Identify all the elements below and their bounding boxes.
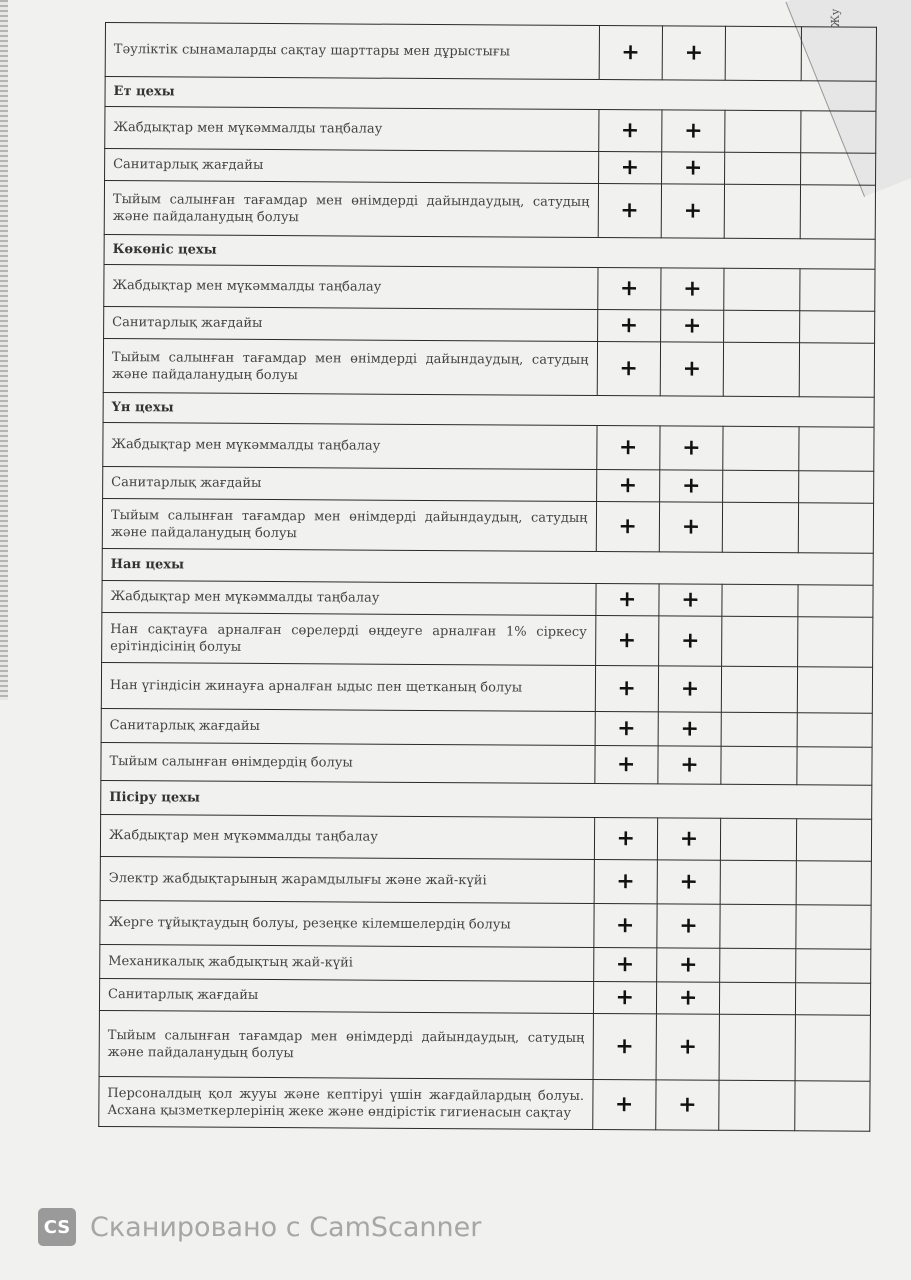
checklist-row — [103, 422, 874, 471]
empty-cell-col4 — [801, 27, 877, 81]
check-mark-col1: + — [597, 268, 661, 310]
empty-cell-col4 — [800, 153, 876, 185]
check-mark-col1: + — [598, 110, 662, 152]
checklist-item-text: Тыйым салынған өнімдердің болуы — [101, 742, 595, 783]
check-mark-col1: + — [593, 904, 657, 948]
check-mark-col1: + — [593, 1013, 657, 1079]
empty-cell-col3 — [722, 502, 798, 552]
check-mark-col2: + — [659, 584, 723, 616]
corner-fragment-text: Жу — [828, 8, 843, 28]
empty-cell-col4 — [797, 585, 873, 617]
checklist-row — [102, 498, 873, 553]
checklist-item-text: Санитарлық жағдайы — [99, 978, 593, 1013]
check-mark-col1: + — [597, 342, 661, 396]
check-mark-col2: + — [662, 110, 726, 152]
check-mark-col1: + — [594, 818, 658, 860]
checklist-item-text: Нан сақтауға арналған сөрелерді өңдеуге арналған 1% сіркесу ерітіндісінің болуы — [102, 612, 596, 665]
empty-cell-col3 — [723, 426, 799, 470]
scan-edge-artifact — [0, 0, 8, 700]
empty-cell-col3 — [719, 1080, 795, 1130]
empty-cell-col3 — [723, 342, 799, 396]
empty-cell-col4 — [797, 667, 873, 713]
empty-cell-col4 — [798, 471, 874, 503]
empty-cell-col3 — [725, 26, 801, 80]
empty-cell-col3 — [721, 818, 797, 860]
empty-cell-col3 — [720, 860, 796, 904]
check-mark-col2: + — [656, 1080, 720, 1130]
empty-cell-col4 — [799, 269, 875, 311]
empty-cell-col3 — [719, 1014, 795, 1080]
checklist-row — [104, 264, 875, 311]
empty-cell-col3 — [721, 666, 797, 712]
check-mark-col1: + — [597, 310, 661, 342]
check-mark-col2: + — [661, 268, 725, 310]
checklist-item-text: Жабдықтар мен мүкәммалды таңбалау — [100, 814, 594, 859]
check-mark-col1: + — [594, 860, 658, 904]
checklist-item-text: Жабдықтар мен мүкәммалды таңбалау — [103, 422, 597, 469]
empty-cell-col4 — [796, 819, 872, 861]
checklist-item-text: Жабдықтар мен мүкәммалды таңбалау — [105, 107, 599, 152]
check-mark-col1: + — [595, 616, 659, 666]
checklist-item-text: Тыйым салынған тағамдар мен өнімдерді дайындаудың, сатудың және пайдаланудың болуы — [102, 498, 596, 551]
empty-cell-col4 — [794, 1081, 870, 1131]
empty-cell-col3 — [720, 948, 796, 982]
check-mark-col2: + — [656, 1014, 720, 1080]
check-mark-col2: + — [661, 184, 725, 238]
check-mark-col2: + — [659, 470, 723, 502]
checklist-item-text: Санитарлық жағдайы — [105, 149, 599, 184]
checklist-item-text: Тыйым салынған тағамдар мен өнімдерді дайындаудың, сатудың және пайдаланудың болуы — [99, 1010, 593, 1079]
empty-cell-col3 — [722, 584, 798, 616]
check-mark-col2: + — [657, 818, 721, 860]
checklist-row — [102, 580, 873, 617]
checklist-row — [105, 149, 876, 186]
checklist-item-text: Санитарлық жағдайы — [103, 466, 597, 501]
empty-cell-col4 — [796, 747, 872, 785]
checklist-item-text: Механикалық жабдықтың жай-күйі — [100, 944, 594, 981]
checklist-item-text: Тыйым салынған тағамдар мен өнімдерді дайындаудың, сатудың және пайдаланудың болуы — [103, 338, 597, 395]
checklist-item-text: Персоналдың қол жууы және кептіруі үшін жағдайлардың болуы. Асхана қызметкерлерінің жеке және өндірістік гигиенасын сақтау — [99, 1076, 593, 1129]
empty-cell-col3 — [720, 904, 796, 948]
empty-cell-col4 — [800, 111, 876, 153]
section-title: Үн цехы — [103, 392, 874, 427]
checklist-row — [99, 978, 870, 1015]
empty-cell-col3 — [725, 152, 801, 184]
checklist-row — [101, 708, 872, 747]
checklist-row — [101, 662, 872, 713]
check-mark-col1: + — [598, 184, 662, 238]
check-mark-col2: + — [660, 426, 724, 470]
section-title: Көкөніс цехы — [104, 234, 875, 269]
check-mark-col2: + — [657, 860, 721, 904]
checklist-item-text: Жабдықтар мен мүкәммалды таңбалау — [102, 580, 596, 615]
section-header-row — [103, 392, 874, 427]
check-mark-col2: + — [662, 26, 726, 80]
camscanner-logo-icon: CS — [38, 1208, 76, 1246]
empty-cell-col3 — [724, 310, 800, 342]
empty-cell-col3 — [722, 616, 798, 666]
camscanner-watermark-text: Сканировано с CamScanner — [90, 1211, 482, 1243]
section-title: Ет цехы — [105, 77, 876, 112]
empty-cell-col4 — [797, 617, 873, 667]
camscanner-watermark — [38, 1205, 481, 1249]
checklist-item-text: Тәуліктік сынамаларды сақтау шарттары мен дұрыстығы — [105, 23, 599, 80]
empty-cell-col4 — [796, 861, 872, 905]
check-mark-col2: + — [658, 666, 722, 712]
check-mark-col2: + — [661, 152, 725, 184]
check-mark-col1: + — [593, 948, 657, 982]
checklist-row — [104, 181, 875, 240]
empty-cell-col4 — [795, 905, 871, 949]
checklist-row — [99, 1076, 870, 1131]
empty-cell-col3 — [725, 110, 801, 152]
empty-cell-col3 — [720, 982, 796, 1014]
empty-cell-col4 — [799, 311, 875, 343]
section-title: Нан цехы — [102, 548, 873, 585]
check-mark-col2: + — [656, 982, 720, 1014]
check-mark-col2: + — [658, 712, 722, 746]
checklist-item-text: Нан үгіндісін жинауға арналған ыдыс пен щетканың болуы — [101, 662, 595, 711]
section-header-row — [101, 780, 872, 819]
check-mark-col1: + — [596, 426, 660, 470]
empty-cell-col3 — [724, 268, 800, 310]
check-mark-col2: + — [660, 342, 724, 396]
check-mark-col2: + — [658, 746, 722, 784]
checklist-row — [99, 1010, 870, 1081]
checklist-row — [105, 23, 876, 82]
checklist-row — [103, 338, 874, 397]
check-mark-col2: + — [657, 948, 721, 982]
check-mark-col1: + — [595, 584, 659, 616]
checklist-row — [100, 814, 871, 861]
inspection-checklist-table — [98, 22, 877, 1132]
checklist-row — [104, 306, 875, 343]
check-mark-col2: + — [659, 502, 723, 552]
check-mark-col1: + — [593, 982, 657, 1014]
check-mark-col1: + — [599, 26, 663, 80]
checklist-row — [101, 742, 872, 785]
section-header-row — [102, 548, 873, 585]
check-mark-col1: + — [594, 746, 658, 784]
check-mark-col1: + — [595, 712, 659, 746]
empty-cell-col4 — [795, 983, 871, 1015]
empty-cell-col4 — [799, 343, 875, 397]
check-mark-col2: + — [660, 310, 724, 342]
empty-cell-col3 — [723, 470, 799, 502]
check-mark-col1: + — [596, 502, 660, 552]
empty-cell-col3 — [721, 712, 797, 746]
section-header-row — [104, 234, 875, 269]
check-mark-col2: + — [657, 904, 721, 948]
checklist-item-text: Санитарлық жағдайы — [104, 306, 598, 341]
check-mark-col1: + — [592, 1079, 656, 1129]
checklist-row — [100, 856, 871, 905]
checklist-row — [100, 944, 871, 983]
empty-cell-col4 — [795, 1015, 871, 1081]
check-mark-col1: + — [596, 470, 660, 502]
check-mark-col1: + — [598, 152, 662, 184]
section-header-row — [105, 77, 876, 112]
empty-cell-col4 — [798, 427, 874, 471]
check-mark-col1: + — [595, 666, 659, 712]
empty-cell-col4 — [797, 713, 873, 747]
checklist-item-text: Тыйым салынған тағамдар мен өнімдерді дайындаудың, сатудың және пайдаланудың болуы — [104, 181, 598, 238]
empty-cell-col4 — [798, 503, 874, 553]
checklist-item-text: Жабдықтар мен мүкәммалды таңбалау — [104, 264, 598, 309]
empty-cell-col4 — [795, 949, 871, 983]
checklist-row — [100, 900, 871, 949]
empty-cell-col3 — [724, 184, 800, 238]
check-mark-col2: + — [658, 616, 722, 666]
checklist-row — [102, 612, 873, 667]
checklist-item-text: Санитарлық жағдайы — [101, 708, 595, 745]
empty-cell-col3 — [721, 746, 797, 784]
empty-cell-col4 — [800, 185, 876, 239]
checklist-table-wrap — [98, 22, 885, 1132]
checklist-row — [105, 107, 876, 154]
section-title: Пісіру цехы — [101, 780, 872, 819]
checklist-item-text: Электр жабдықтарының жарамдылығы және жай-күйі — [100, 856, 594, 903]
checklist-row — [103, 466, 874, 503]
checklist-item-text: Жерге тұйықтаудың болуы, резеңке кілемшелердің болуы — [100, 900, 594, 947]
